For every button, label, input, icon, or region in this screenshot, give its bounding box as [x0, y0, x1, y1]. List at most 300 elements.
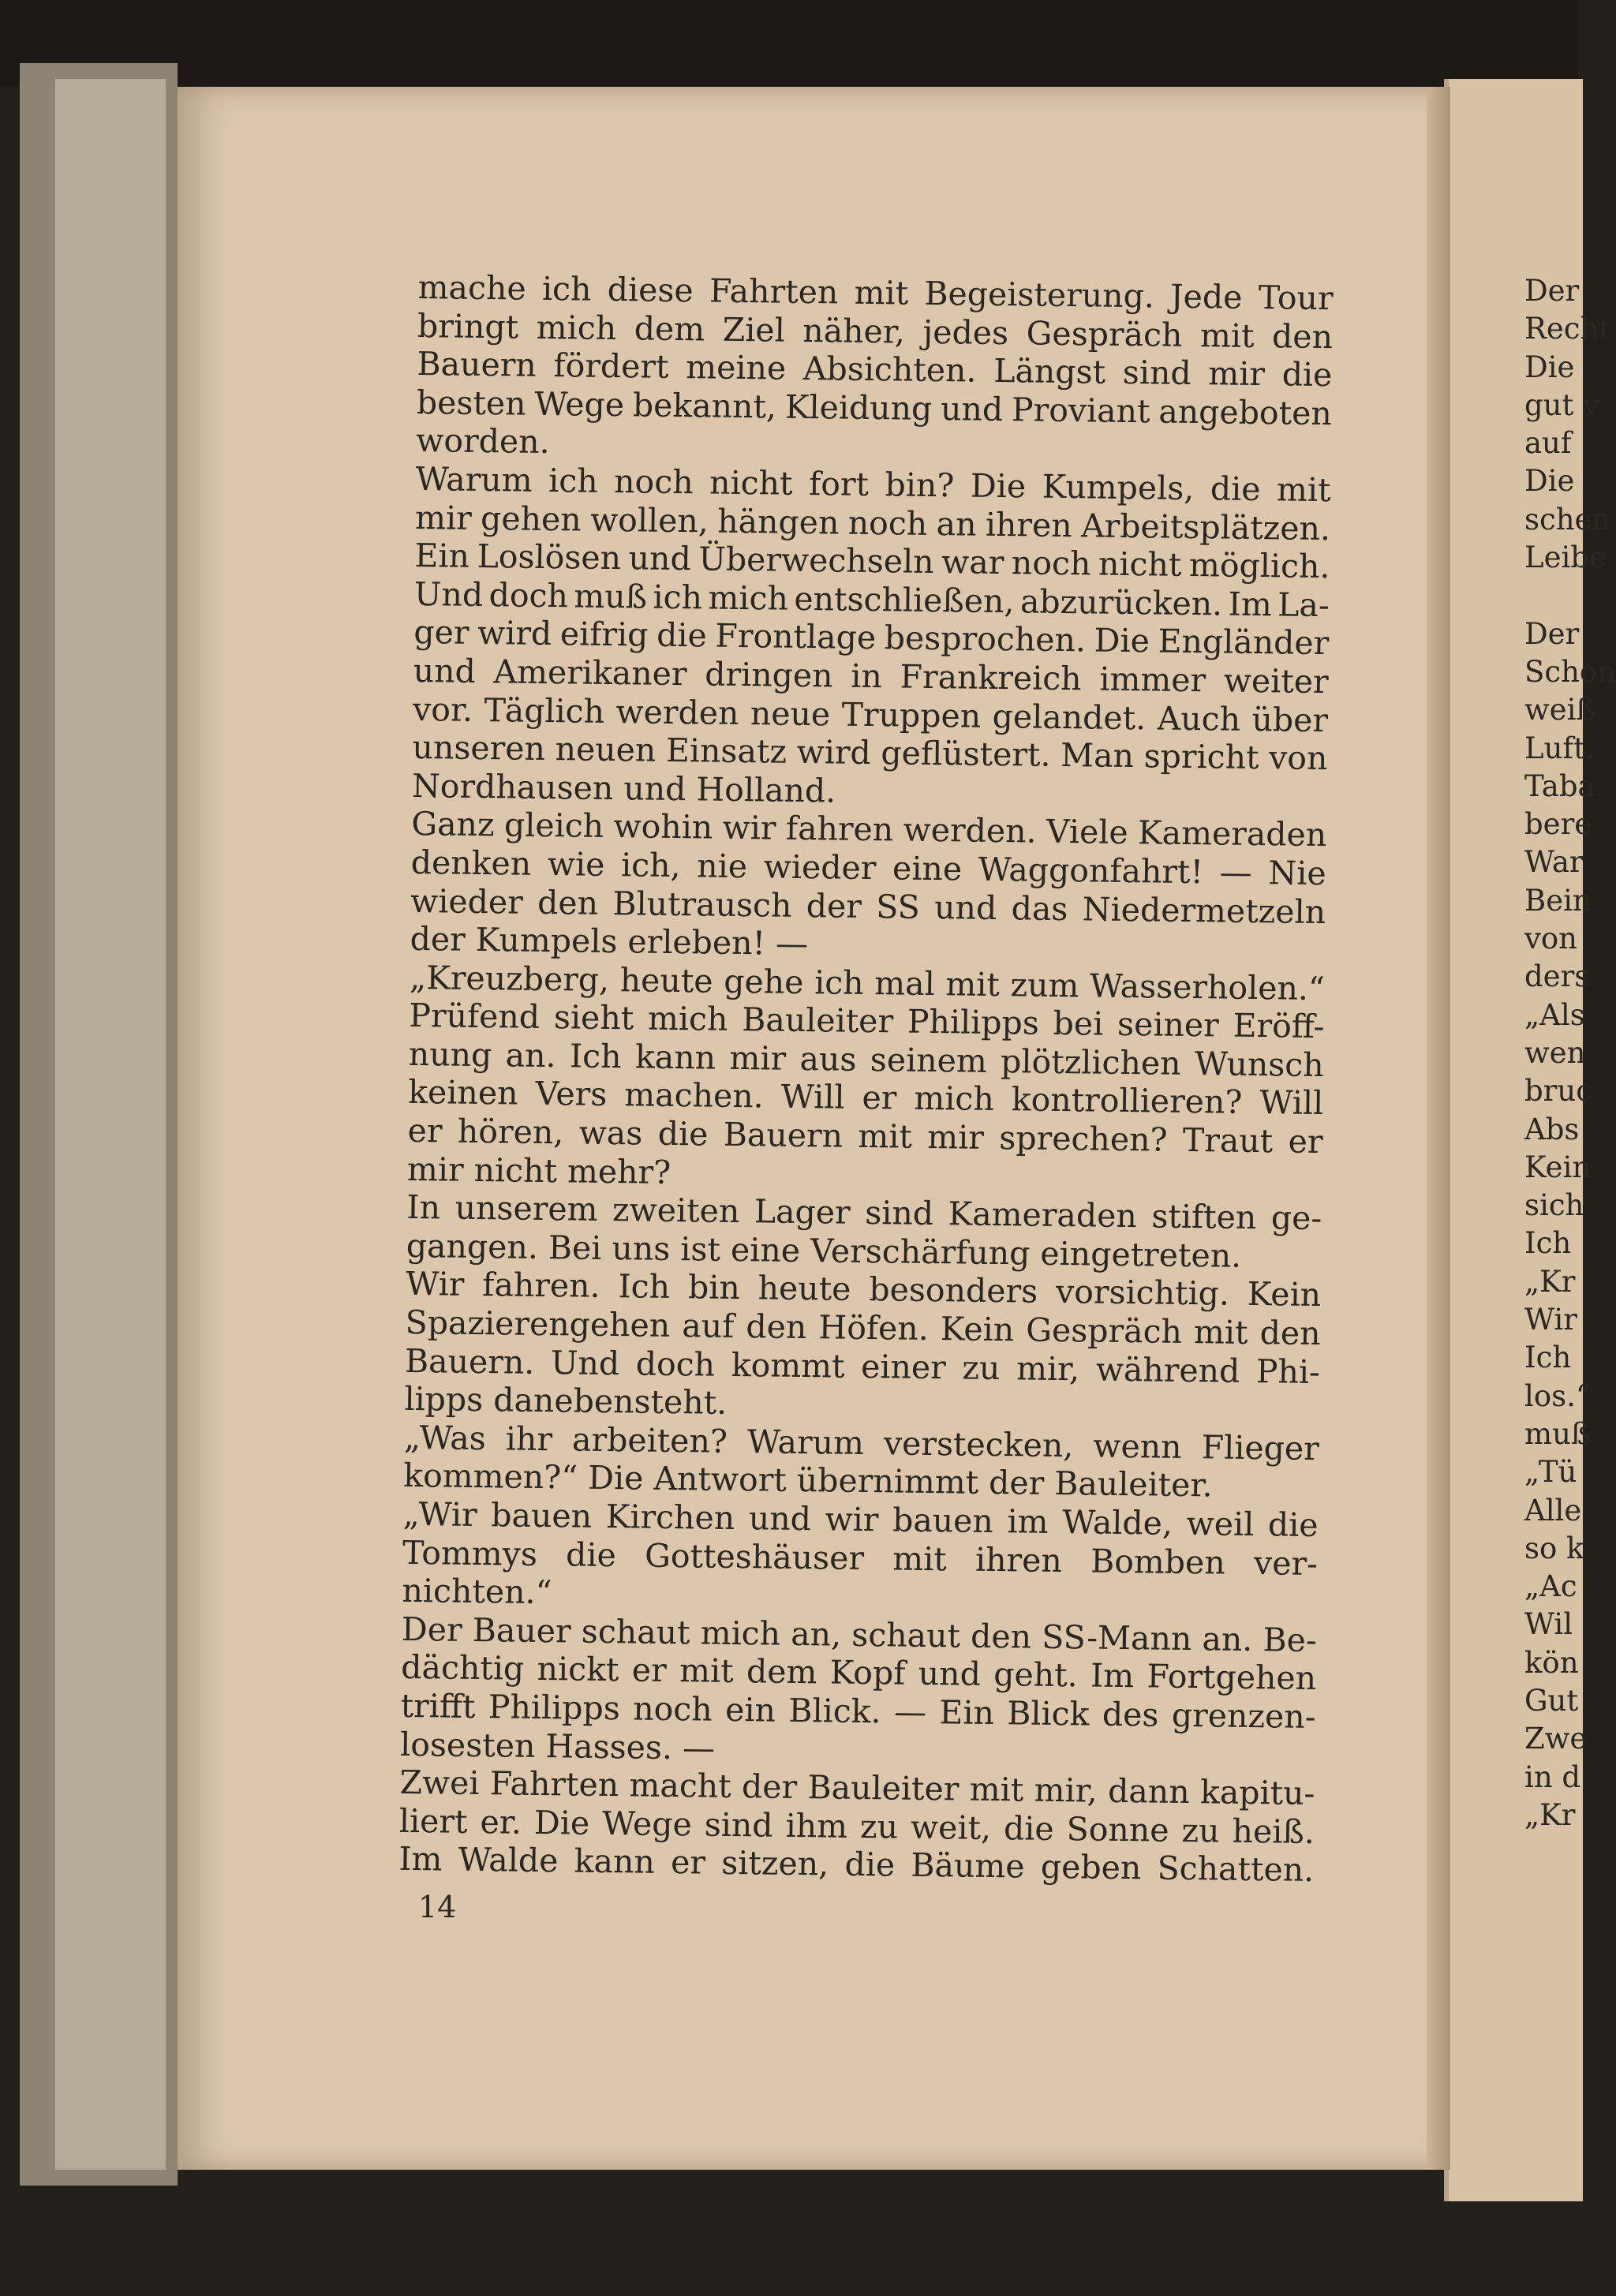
word: nung — [408, 1034, 492, 1075]
word: wieder — [763, 847, 877, 888]
word: keinen — [407, 1073, 518, 1113]
word: aus — [799, 1039, 857, 1079]
right-page-fragment: gut v — [1524, 387, 1600, 422]
word: stiften — [1151, 1197, 1257, 1237]
word: dem — [634, 309, 705, 349]
word: Bauern — [723, 1115, 844, 1155]
word: unseren — [412, 728, 546, 768]
word: kontrollieren? — [1011, 1080, 1243, 1122]
word: eine — [892, 849, 963, 888]
right-page-fragment: „Kr — [1524, 1797, 1576, 1832]
word: von — [1268, 739, 1328, 778]
word: nickt — [537, 1650, 619, 1689]
word: Tommys — [402, 1533, 538, 1573]
word: heute — [619, 960, 713, 1000]
word: mache — [417, 268, 526, 308]
word: die — [1281, 355, 1333, 395]
right-page-fragment: Leibe — [1524, 540, 1607, 575]
word: heiß. — [1232, 1812, 1315, 1851]
word: in — [851, 656, 883, 696]
word: „Kreuzberg, — [409, 958, 610, 999]
word: Blick. — [788, 1691, 881, 1731]
word: Loslösen — [477, 537, 622, 578]
right-page-fragment: weiß — [1524, 693, 1596, 727]
word: Kleidung — [784, 387, 933, 428]
word: an, — [790, 1614, 842, 1654]
right-page-fragment: wen — [1524, 1035, 1586, 1070]
right-page-fragment: bruc — [1524, 1074, 1592, 1109]
word: jedes — [922, 312, 1009, 352]
word: noch — [613, 462, 694, 502]
word: Phi- — [1255, 1352, 1321, 1391]
word: mit — [1199, 316, 1255, 355]
word: ger — [413, 613, 469, 653]
word: sitzen, — [721, 1844, 829, 1883]
word: gelandet. — [992, 697, 1147, 737]
word: mal — [874, 963, 936, 1003]
word: mir, — [1016, 1348, 1080, 1388]
word: Walde — [458, 1841, 559, 1880]
word: denken — [410, 843, 532, 883]
word: und — [918, 1655, 982, 1694]
word: Engländer — [1158, 622, 1330, 663]
word: Be- — [1262, 1620, 1318, 1659]
word: die — [1267, 1505, 1319, 1545]
word: geht. — [993, 1655, 1079, 1695]
word: und — [940, 389, 1004, 428]
word: plötzlichen — [1000, 1041, 1181, 1083]
word: Bauer — [472, 1610, 571, 1651]
word: Traut — [1182, 1120, 1274, 1161]
word: im — [1007, 1502, 1049, 1541]
word: In — [406, 1188, 441, 1227]
word: hören, — [457, 1112, 564, 1152]
word: geben — [1040, 1848, 1142, 1887]
word: nie — [697, 847, 748, 886]
word: die — [844, 1845, 896, 1884]
right-page-fragment: Wil — [1524, 1607, 1573, 1642]
word: Bauern. — [404, 1341, 535, 1382]
word: Spazierengehen — [405, 1303, 671, 1345]
word: Kopf — [829, 1653, 906, 1693]
word: einer — [860, 1347, 947, 1386]
right-page-fragment: schen — [1524, 502, 1611, 537]
word: Blick — [1007, 1694, 1090, 1733]
word: Einsatz — [665, 731, 787, 771]
word: heute — [758, 1269, 851, 1309]
word: was — [578, 1113, 643, 1153]
word: ihren — [974, 1540, 1063, 1580]
word: möglich. — [1188, 546, 1330, 586]
dark-background — [0, 0, 1578, 87]
word: Überwechseln — [698, 540, 934, 581]
word: und — [933, 888, 997, 927]
word: sind — [864, 1194, 934, 1233]
word: die — [1210, 469, 1261, 509]
right-page-fragment: ders — [1524, 959, 1590, 994]
book-gutter — [1427, 87, 1450, 2170]
word: vorsichtig. — [1055, 1273, 1230, 1314]
word: Philipps — [488, 1688, 621, 1728]
word: mich — [700, 1614, 781, 1653]
word: gleich — [503, 806, 604, 846]
word: mir — [927, 1118, 985, 1157]
word: Gespräch — [1025, 1311, 1183, 1351]
word: Wasserholen.“ — [1089, 967, 1326, 1008]
right-page-fragment: „Kr — [1524, 1264, 1576, 1299]
word: Viele — [1046, 813, 1128, 852]
word: kann — [574, 1842, 656, 1882]
right-page-fragment: „Ac — [1524, 1569, 1577, 1604]
word: ein — [724, 1690, 776, 1729]
word: Im — [398, 1840, 443, 1879]
text-line: kommen?“ Die Antwort übernimmt der Bauleiter. — [403, 1457, 1213, 1505]
right-page-fragment: Gut — [1524, 1683, 1579, 1718]
right-page-fragment: Recht — [1524, 312, 1611, 346]
word: Tour — [1258, 279, 1334, 318]
word: Wunsch — [1194, 1044, 1325, 1084]
word: wieder — [410, 881, 524, 922]
text-line: worden. — [416, 421, 550, 462]
text-line: gangen. Bei uns ist eine Verschärfung eingetreten. — [406, 1226, 1242, 1275]
right-page-fragment: in d — [1524, 1759, 1581, 1794]
word: Auch — [1157, 699, 1241, 739]
right-page-text-fragments — [1524, 272, 1616, 1834]
word: den — [1259, 1314, 1321, 1353]
word: Kameraden — [1137, 813, 1327, 854]
word: nicht — [1098, 544, 1182, 585]
right-page-fragment: auf — [1524, 426, 1572, 461]
right-page-fragment: kön — [1524, 1645, 1579, 1680]
word: Schatten. — [1157, 1849, 1315, 1890]
word: seinem — [870, 1040, 988, 1080]
right-page-fragment: Zwe — [1524, 1722, 1588, 1756]
right-page-fragment: Schon — [1524, 654, 1616, 689]
text-line: der Kumpels erleben! — — [410, 920, 809, 963]
word: wenn — [1093, 1427, 1182, 1466]
word: Warum — [415, 459, 533, 499]
word: den — [746, 1307, 807, 1347]
word: Die — [1094, 621, 1150, 660]
word: mit — [945, 964, 1001, 1004]
word: Bäume — [911, 1846, 1025, 1886]
word: während — [1095, 1350, 1240, 1390]
word: mir — [729, 1038, 787, 1078]
word: die — [1003, 1808, 1054, 1848]
word: er — [1288, 1122, 1323, 1161]
word: mir — [1208, 354, 1266, 394]
word: mich — [914, 1079, 995, 1119]
word: den — [970, 1617, 1032, 1656]
right-page-fragment: Ich — [1524, 1341, 1572, 1375]
word: fort — [808, 465, 870, 503]
right-page-fragment: von — [1524, 922, 1578, 956]
word: La- — [1277, 585, 1330, 624]
word: Eröff- — [1233, 1006, 1325, 1046]
word: des — [1102, 1695, 1159, 1734]
word: ich — [548, 462, 598, 500]
word: Längst — [993, 352, 1106, 391]
word: Will — [1259, 1083, 1324, 1123]
word: abzurücken. — [1019, 582, 1223, 623]
word: Wir — [405, 1265, 465, 1304]
word: mich — [536, 308, 617, 347]
right-page-fragment: so k — [1524, 1531, 1584, 1565]
word: hängen — [716, 502, 840, 542]
right-page-fragment: Abs — [1524, 1112, 1580, 1146]
word: dringen — [705, 655, 833, 695]
word: mir, — [1034, 1771, 1098, 1810]
word: Bauleiter — [741, 1000, 894, 1041]
word: ver- — [1253, 1543, 1319, 1583]
word: zweiten — [612, 1191, 740, 1231]
word: ich — [541, 269, 592, 309]
word: ihr — [505, 1419, 553, 1458]
word: die — [565, 1535, 617, 1574]
word: Kein — [940, 1310, 1015, 1349]
word: Man — [1060, 736, 1135, 776]
word: Kameraden — [948, 1195, 1138, 1236]
word: Sonne — [1066, 1809, 1169, 1849]
right-page-fragment: muß — [1524, 1416, 1591, 1451]
word: gehe — [724, 962, 804, 1001]
word: ihm — [785, 1806, 848, 1845]
word: wird — [796, 733, 872, 772]
word: Warum — [746, 1423, 865, 1462]
word: und — [628, 539, 692, 578]
word: Ein — [939, 1693, 995, 1733]
right-page-fragment: bere — [1524, 807, 1592, 842]
word: über — [1251, 700, 1329, 739]
word: zu — [1181, 1811, 1220, 1850]
word: neuen — [555, 730, 656, 769]
word: seiner — [1117, 1005, 1220, 1045]
text-line: losesten Hasses. — — [399, 1725, 716, 1767]
word: zum — [1010, 965, 1079, 1004]
word: Und — [413, 574, 484, 614]
right-page-fragment: Der — [1524, 274, 1580, 308]
word: „Wir — [402, 1494, 477, 1535]
word: besonders — [869, 1270, 1038, 1311]
word: fahren — [785, 810, 894, 849]
body-text — [398, 268, 1334, 1890]
word: Ganz — [411, 805, 495, 844]
word: Wege — [601, 1804, 693, 1844]
word: näher, — [802, 311, 906, 351]
right-page-fragment: Die — [1524, 464, 1575, 499]
word: Frankreich — [900, 657, 1082, 698]
book-cover-board — [55, 79, 166, 2170]
word: noch — [1011, 544, 1091, 583]
word: Gespräch — [1026, 314, 1183, 354]
word: Lager — [754, 1192, 851, 1232]
word: Ich — [569, 1037, 622, 1076]
word: mit — [1276, 470, 1331, 510]
word: Flieger — [1201, 1428, 1320, 1468]
word: werden. — [903, 810, 1037, 851]
right-page-fragment: Taba — [1524, 768, 1595, 803]
right-page-fragment — [1524, 577, 1580, 615]
word: besten — [416, 383, 526, 423]
word: er. — [480, 1802, 522, 1842]
word: macht — [629, 1766, 732, 1806]
word: fördert — [553, 346, 669, 387]
right-page-fragment: Die — [1524, 350, 1575, 384]
word: den — [537, 883, 599, 922]
word: er — [407, 1111, 443, 1150]
word: Im — [1228, 585, 1273, 623]
word: wir — [825, 1500, 879, 1539]
text-line: nichten.“ — [402, 1572, 552, 1612]
word: wohin — [613, 807, 713, 847]
word: bauen — [491, 1496, 593, 1535]
word: mich — [647, 999, 728, 1039]
word: Vers — [535, 1075, 608, 1114]
word: Arbeitsplätzen. — [1080, 506, 1331, 548]
word: weiter — [1223, 661, 1329, 701]
right-page-fragment: „Tü — [1524, 1455, 1577, 1490]
word: Nie — [1268, 854, 1326, 893]
word: das — [1011, 888, 1068, 928]
word: bei — [1053, 1004, 1104, 1043]
word: kommt — [731, 1345, 845, 1385]
word: ich — [814, 963, 864, 1002]
word: doch — [635, 1344, 716, 1384]
word: mir — [414, 498, 473, 537]
word: ich — [653, 578, 703, 617]
text-line: mir nicht mehr? — [406, 1150, 671, 1191]
word: Höfen. — [818, 1308, 930, 1348]
word: mit — [858, 1116, 913, 1156]
word: Bomben — [1090, 1542, 1226, 1582]
word: mit — [679, 1651, 734, 1691]
word: bekannt, — [632, 386, 777, 426]
word: mit — [854, 273, 909, 312]
word: muß — [574, 577, 648, 616]
word: er — [670, 1843, 706, 1882]
word: wir — [722, 809, 776, 847]
word: Waggonfahrt! — [978, 850, 1204, 892]
word: wird — [477, 614, 552, 653]
word: grenzen- — [1171, 1696, 1316, 1737]
word: unserem — [454, 1188, 598, 1229]
word: Ziel — [722, 310, 786, 350]
word: mich — [708, 578, 789, 618]
word: Frontlage — [715, 616, 877, 657]
word: besprochen. — [884, 619, 1087, 660]
word: Truppen — [841, 695, 982, 735]
word: ge- — [1270, 1198, 1322, 1238]
word: sind — [704, 1805, 773, 1845]
word: entschließen, — [794, 579, 1015, 621]
word: wie — [547, 844, 605, 884]
right-page-fragment: Der — [1524, 616, 1580, 651]
word: Und — [550, 1343, 620, 1382]
word: meine — [685, 348, 787, 387]
right-page-fragment: los.“ — [1524, 1378, 1591, 1413]
word: zu — [859, 1807, 899, 1846]
word: — — [1219, 853, 1252, 892]
word: weil — [1186, 1505, 1255, 1544]
word: auf — [682, 1307, 735, 1346]
word: Wege — [534, 384, 625, 424]
word: mit — [1193, 1313, 1248, 1352]
word: arbeiten? — [571, 1420, 728, 1460]
word: und — [748, 1499, 812, 1539]
right-page-fragment: War — [1524, 845, 1584, 880]
word: sprechen? — [999, 1119, 1168, 1159]
word: kapitu- — [1199, 1773, 1315, 1813]
word: dem — [746, 1652, 817, 1692]
word: „Was — [403, 1418, 487, 1457]
word: schaut — [581, 1612, 690, 1652]
word: an. — [505, 1036, 556, 1075]
word: mit — [969, 1770, 1024, 1809]
word: Der — [401, 1610, 462, 1649]
word: bauen — [892, 1501, 994, 1541]
word: Blutrausch — [612, 884, 792, 925]
word: Philipps — [907, 1002, 1040, 1042]
word: immer — [1099, 660, 1206, 700]
word: gehen — [480, 499, 582, 539]
word: Fahrten — [709, 271, 839, 312]
word: noch — [632, 1689, 713, 1729]
word: noch — [847, 503, 928, 543]
word: er — [631, 1651, 668, 1690]
word: Bauern — [417, 345, 537, 385]
word: SS-Mann — [1042, 1617, 1192, 1658]
page-number: 14 — [418, 1890, 457, 1924]
word: war — [941, 543, 1004, 582]
word: bringt — [417, 306, 519, 346]
word: der — [806, 886, 862, 926]
right-page-fragment: Wir — [1524, 1303, 1577, 1337]
right-page-fragment: Luft. — [1524, 731, 1595, 765]
right-page-fragment: sich — [1524, 1188, 1584, 1223]
right-page-fragment: Alle — [1524, 1493, 1582, 1528]
word: nicht — [709, 463, 793, 503]
word: Amerikaner — [493, 653, 687, 694]
word: bin? — [885, 466, 955, 505]
word: ihren — [985, 505, 1073, 544]
word: Die — [533, 1803, 590, 1842]
word: Ich — [618, 1267, 671, 1307]
word: Fahrten — [489, 1764, 619, 1804]
word: vor. — [412, 690, 473, 729]
word: trifft — [400, 1686, 476, 1726]
word: Will — [780, 1078, 845, 1117]
word: werden — [615, 692, 739, 732]
word: Niedermetzeln — [1082, 889, 1326, 931]
word: angeboten — [1158, 392, 1333, 432]
word: machen. — [624, 1075, 765, 1116]
word: den — [1271, 316, 1334, 356]
right-page-fragment: „Als — [1524, 997, 1585, 1032]
word: Walde, — [1061, 1503, 1173, 1543]
word: Kein — [1247, 1275, 1322, 1314]
word: dann — [1107, 1771, 1190, 1812]
right-page-fragment: Kein — [1524, 1150, 1592, 1184]
word: — — [893, 1692, 927, 1731]
word: eifrig — [559, 615, 649, 654]
word: Absichten. — [802, 350, 977, 390]
word: verstecken, — [883, 1424, 1074, 1465]
word: ich, — [620, 846, 681, 885]
right-page-fragment: Ich — [1524, 1226, 1572, 1261]
word: geflüstert. — [881, 734, 1051, 774]
right-page-fragment: Bein — [1524, 883, 1592, 918]
word: an — [936, 504, 977, 544]
